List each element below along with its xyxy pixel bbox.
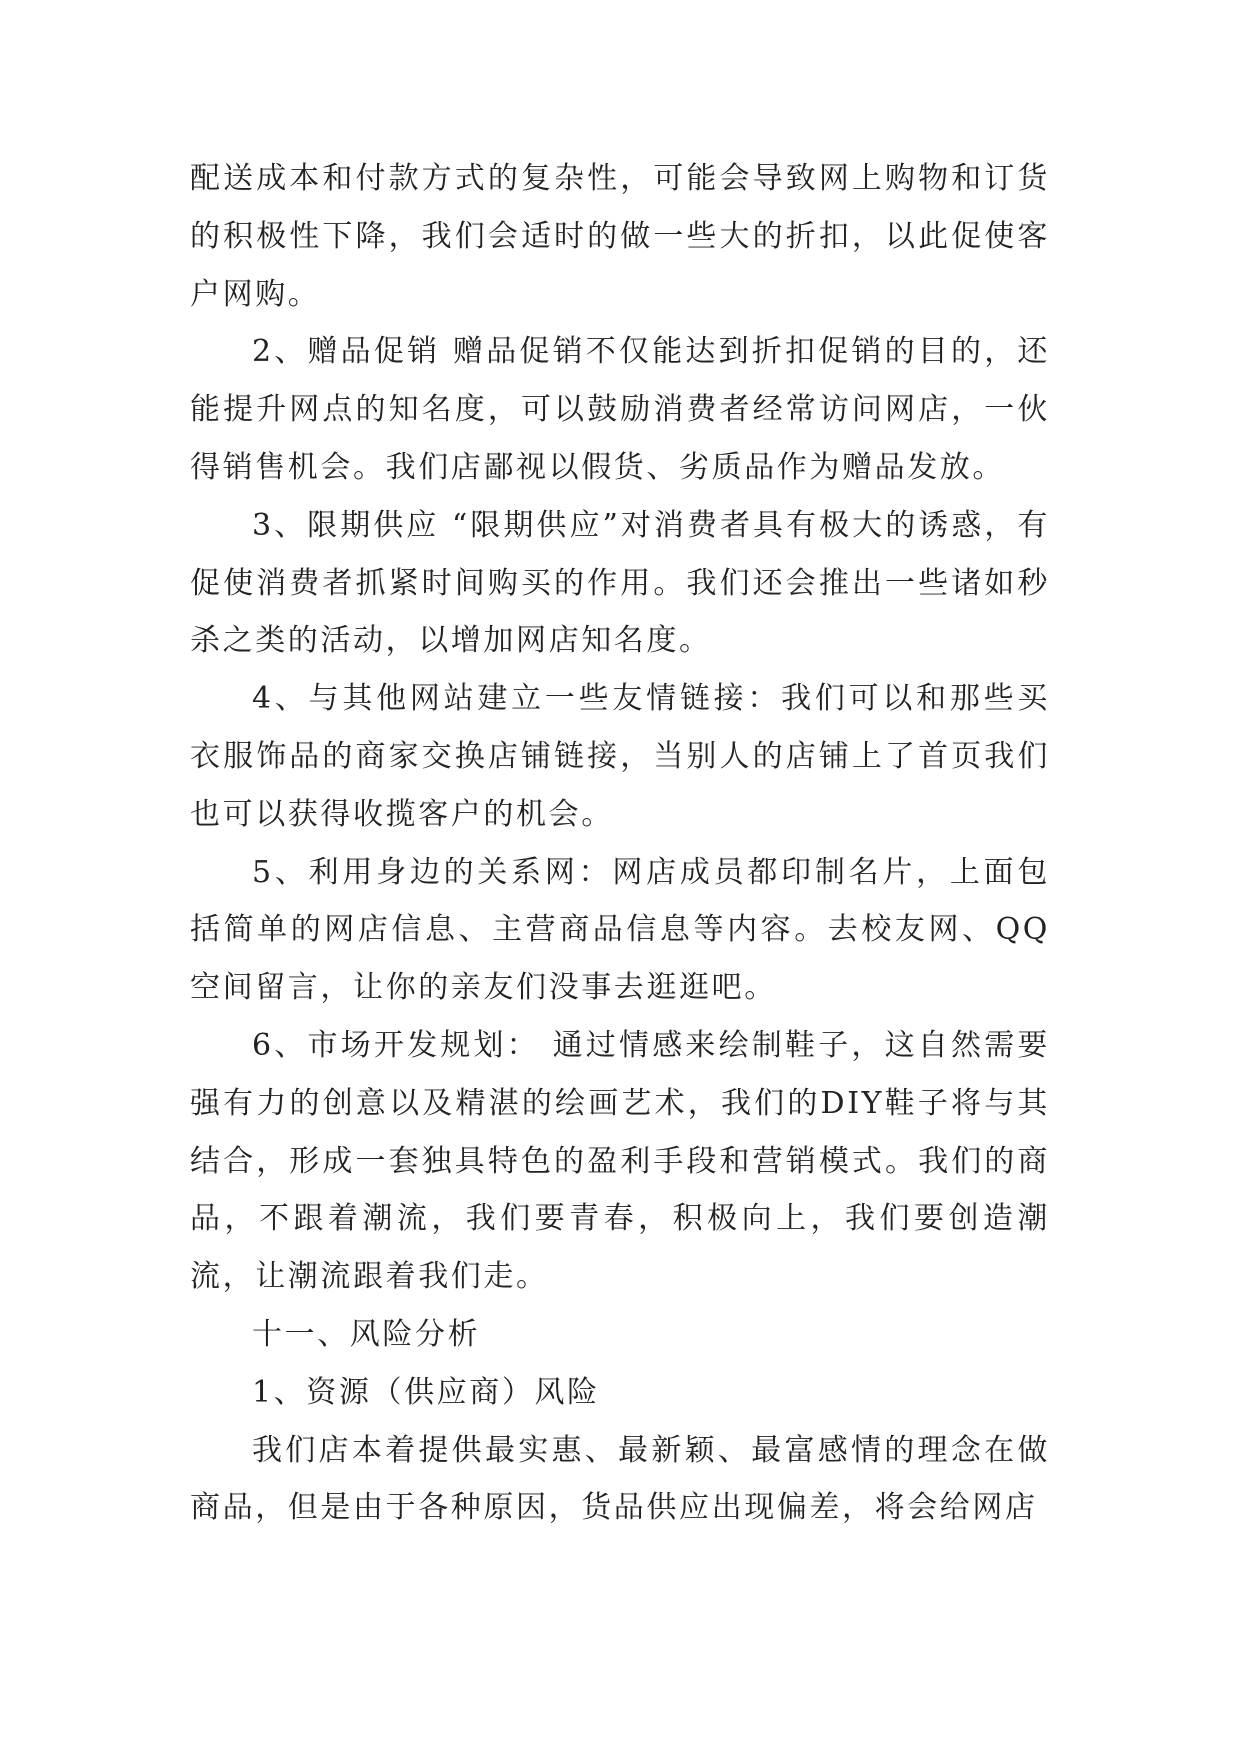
- document-page: [190, 150, 1050, 1537]
- paragraph-limited-supply: 3、限期供应 “限期供应”对消费者具有极大的诱惑，有促使消费者抓紧时间购买的作用。我们还会推出一些诸如秒杀之类的活动，以增加网店知名度。: [190, 507, 1050, 659]
- section-heading-risk-analysis: 十一、风险分析: [252, 1316, 481, 1352]
- paragraph-social-network: 5、利用身边的关系网：网店成员都印制名片，上面包括简单的网店信息、主营商品信息等内容。去校友网、QQ空间留言，让你的亲友们没事去逛逛吧。: [190, 854, 1050, 1006]
- paragraph-intro: 配送成本和付款方式的复杂性，可能会导致网上购物和订货的积极性下降，我们会适时的做一些大的折扣，以此促使客户网购。: [190, 161, 1050, 312]
- paragraph-market-plan: 6、市场开发规划： 通过情感来绘制鞋子，这自然需要强有力的创意以及精湛的绘画艺术，我们的DIY鞋子将与其结合，形成一套独具特色的盈利手段和营销模式。我们的商品，不跟着潮流，我们要青春，积极向上，我们要创造潮流，让潮流跟着我们走。: [190, 1027, 1050, 1295]
- paragraph-friend-links: 4、与其他网站建立一些友情链接：我们可以和那些买衣服饰品的商家交换店铺链接，当别人的店铺上了首页我们也可以获得收揽客户的机会。: [190, 681, 1050, 832]
- paragraph-supplier-risk: 我们店本着提供最实惠、最新颖、最富感情的理念在做商品，但是由于各种原因，货品供应出现偏差，将会给网店: [190, 1432, 1050, 1526]
- subheading-supplier-risk: 1、资源（供应商）风险: [252, 1374, 600, 1410]
- paragraph-gift-promotion: 2、赠品促销 赠品促销不仅能达到折扣促销的目的，还能提升网点的知名度，可以鼓励消费者经常访问网店，一伙得销售机会。我们店鄙视以假货、劣质品作为赠品发放。: [190, 334, 1050, 485]
